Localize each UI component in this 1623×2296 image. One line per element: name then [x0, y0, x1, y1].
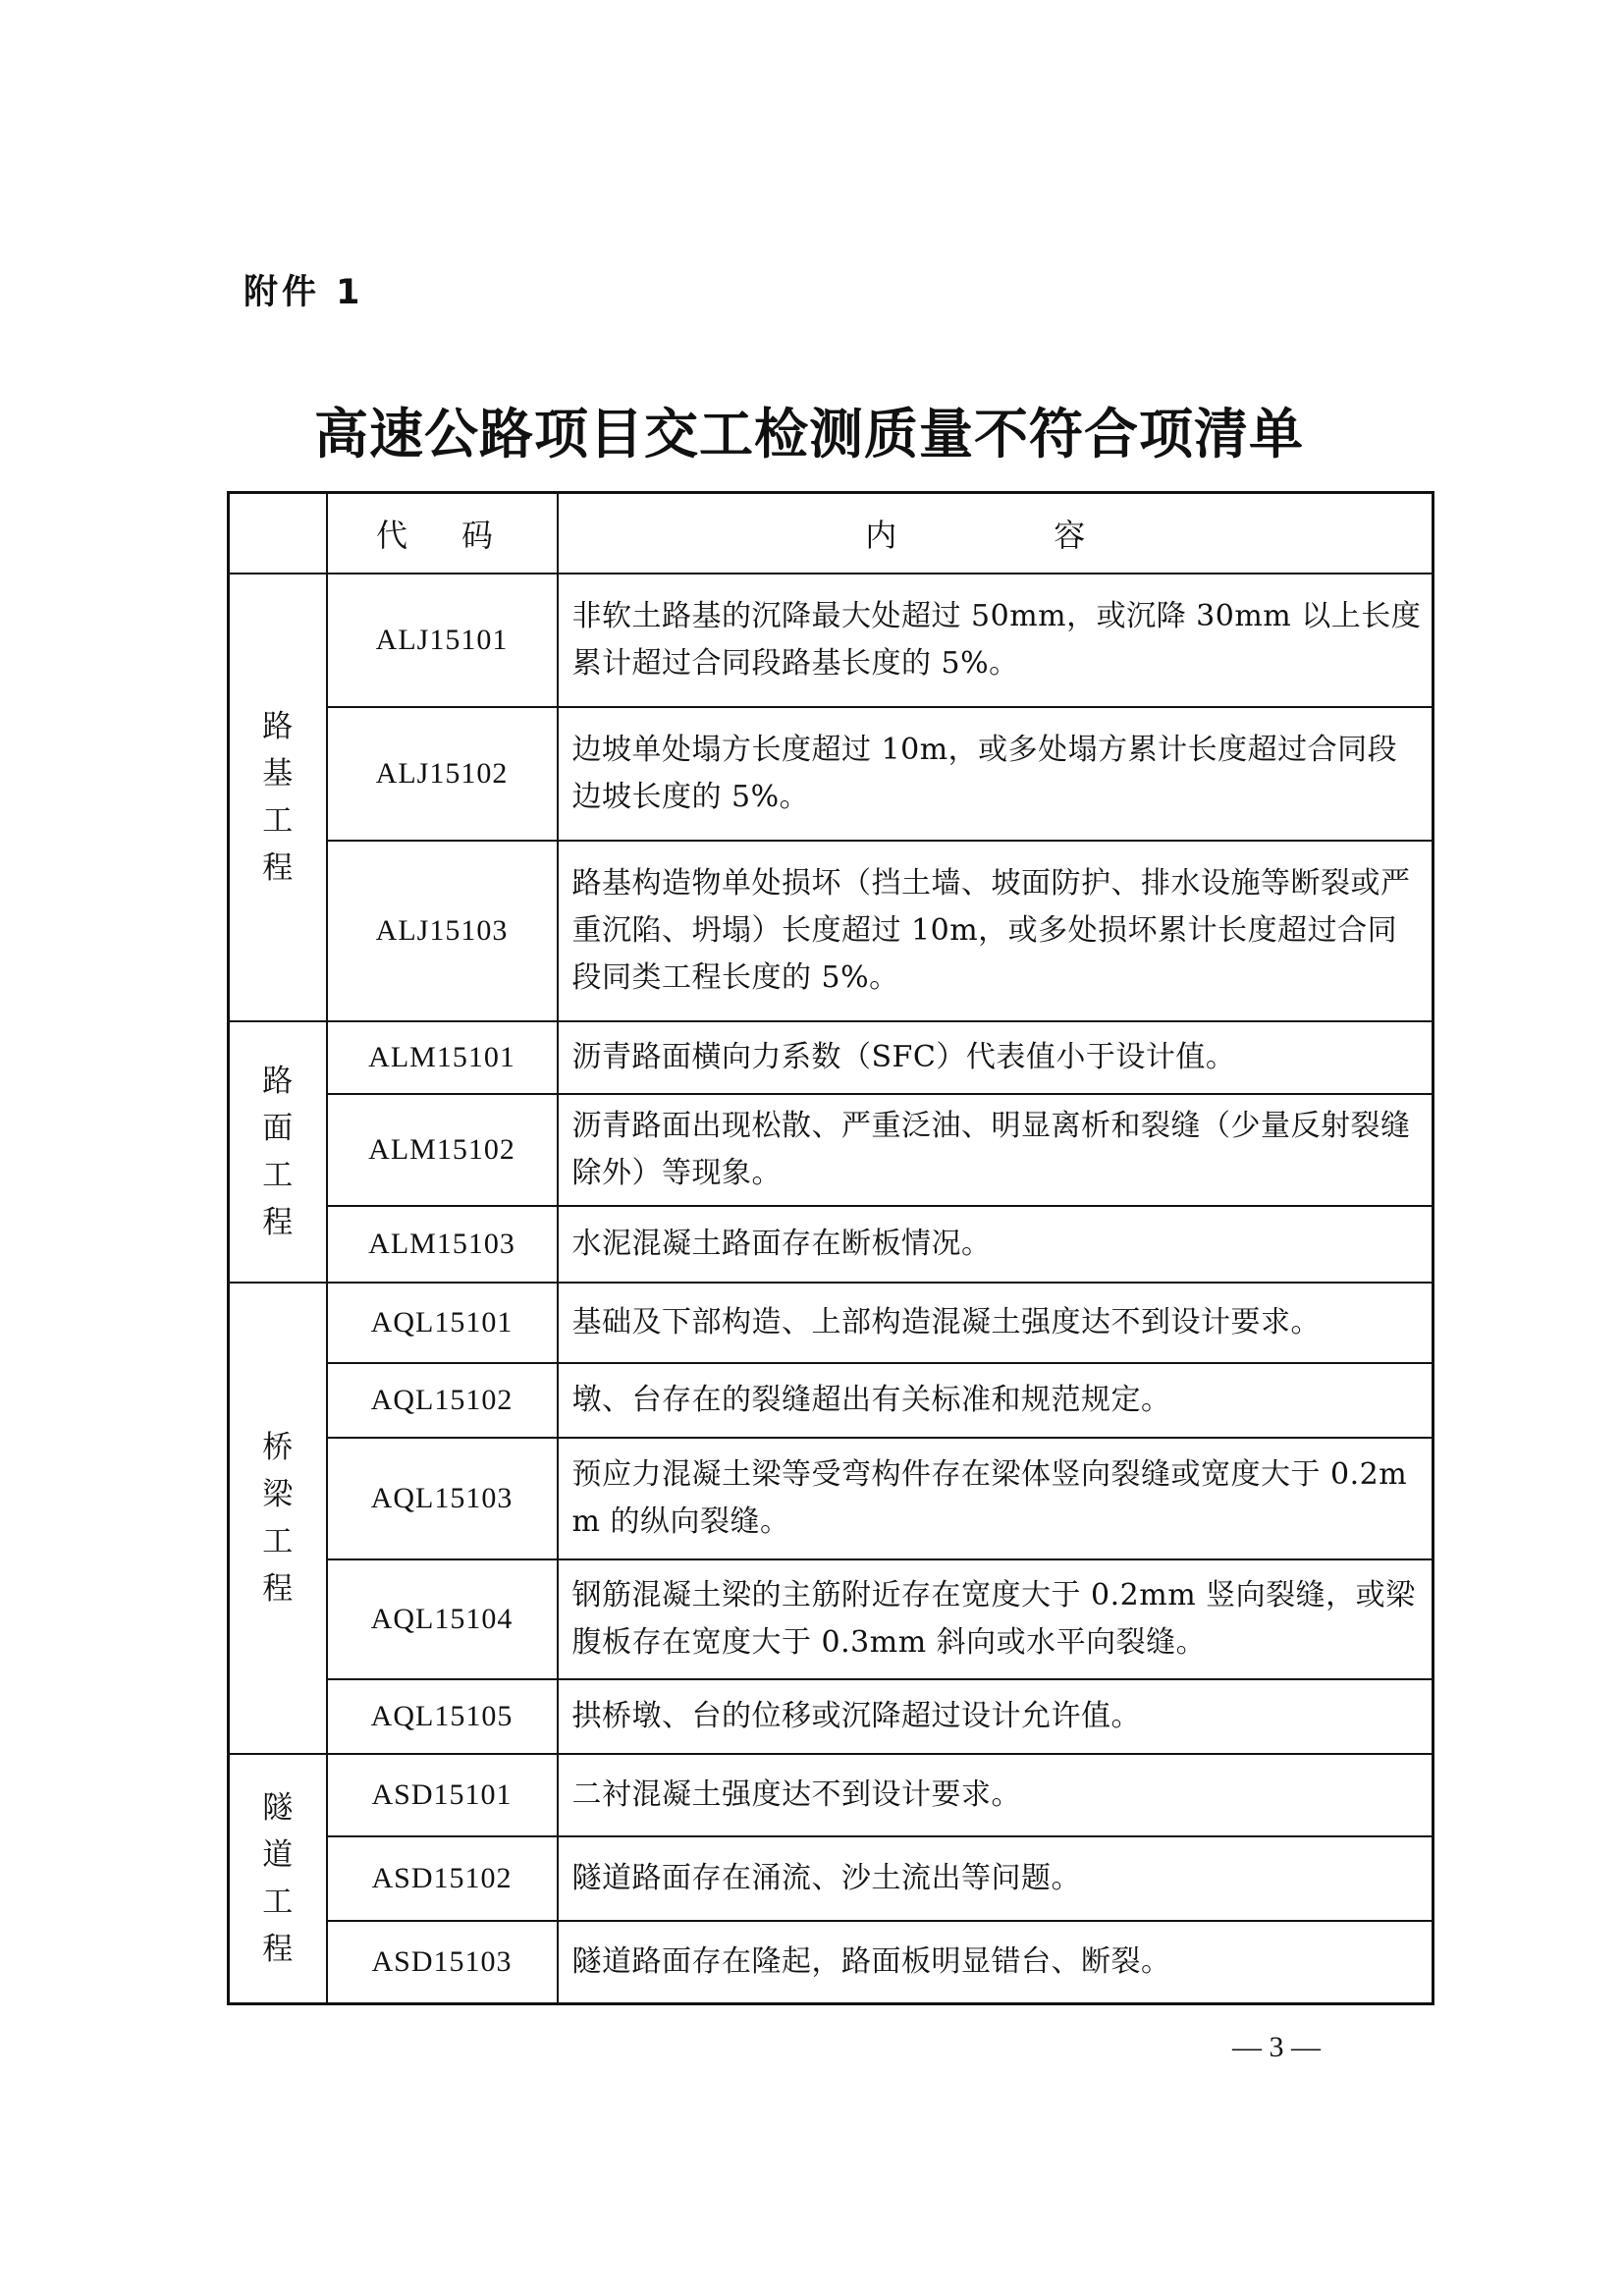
header-group-cell — [229, 493, 327, 574]
item-content: 路基构造物单处损坏（挡土墙、坡面防护、排水设施等断裂或严重沉陷、坍塌）长度超过 10m，或多处损坏累计长度超过合同段同类工程长度的 5%。 — [558, 841, 1434, 1021]
quality-nonconformity-table — [227, 491, 1434, 2005]
item-content: 基础及下部构造、上部构造混凝土强度达不到设计要求。 — [558, 1283, 1434, 1363]
table-row — [229, 1921, 1434, 2003]
table-row — [229, 1754, 1434, 1836]
item-content: 预应力混凝土梁等受弯构件存在梁体竖向裂缝或宽度大于 0.2mm 的纵向裂缝。 — [558, 1438, 1434, 1559]
group-cell-bridge — [229, 1283, 327, 1754]
group-label: 桥梁工程 — [262, 1430, 294, 1607]
item-content: 隧道路面存在隆起，路面板明显错台、断裂。 — [558, 1921, 1434, 2003]
item-content: 钢筋混凝土梁的主筋附近存在宽度大于 0.2mm 竖向裂缝，或梁腹板存在宽度大于 0.3mm 斜向或水平向裂缝。 — [558, 1559, 1434, 1679]
item-code: AQL15102 — [327, 1363, 558, 1438]
item-content: 沥青路面出现松散、严重泛油、明显离析和裂缝（少量反射裂缝除外）等现象。 — [558, 1094, 1434, 1206]
item-code: AQL15105 — [327, 1679, 558, 1754]
group-cell-tunnel — [229, 1754, 327, 2003]
item-code: AQL15101 — [327, 1283, 558, 1363]
table-row — [229, 1836, 1434, 1921]
document-title: 高速公路项目交工检测质量不符合项清单 — [314, 402, 1305, 465]
table-row — [229, 1363, 1434, 1438]
item-content: 沥青路面横向力系数（SFC）代表值小于设计值。 — [558, 1021, 1434, 1094]
item-code: AQL15103 — [327, 1438, 558, 1559]
table-row — [229, 1094, 1434, 1206]
table-row — [229, 707, 1434, 841]
item-code: ALJ15103 — [327, 841, 558, 1021]
table-header-row — [229, 493, 1434, 574]
item-content: 墩、台存在的裂缝超出有关标准和规范规定。 — [558, 1363, 1434, 1438]
item-code: AQL15104 — [327, 1559, 558, 1679]
item-code: ALJ15102 — [327, 707, 558, 841]
item-content: 隧道路面存在涌流、沙土流出等问题。 — [558, 1836, 1434, 1921]
item-code: ALM15103 — [327, 1206, 558, 1283]
table-row — [229, 1559, 1434, 1679]
table-row — [229, 574, 1434, 707]
item-content: 边坡单处塌方长度超过 10m，或多处塌方累计长度超过合同段边坡长度的 5%。 — [558, 707, 1434, 841]
group-cell-roadbed — [229, 574, 327, 1021]
table-row — [229, 1438, 1434, 1559]
item-content: 非软土路基的沉降最大处超过 50mm，或沉降 30mm 以上长度累计超过合同段路基长度的 5%。 — [558, 574, 1434, 707]
attachment-label: 附件 1 — [243, 273, 364, 312]
item-code: ASD15103 — [327, 1921, 558, 2003]
table-row — [229, 841, 1434, 1021]
group-label: 路基工程 — [262, 709, 294, 886]
header-code-cell: 代码 — [327, 493, 558, 574]
table-row — [229, 1206, 1434, 1283]
item-code: ALM15102 — [327, 1094, 558, 1206]
table-row — [229, 1283, 1434, 1363]
table-row — [229, 1679, 1434, 1754]
item-code: ALM15101 — [327, 1021, 558, 1094]
item-content: 拱桥墩、台的位移或沉降超过设计允许值。 — [558, 1679, 1434, 1754]
item-code: ALJ15101 — [327, 574, 558, 707]
item-code: ASD15101 — [327, 1754, 558, 1836]
header-content-cell: 内容 — [558, 493, 1434, 574]
item-content: 二衬混凝土强度达不到设计要求。 — [558, 1754, 1434, 1836]
group-cell-pavement — [229, 1021, 327, 1283]
page-number: — 3 — — [1232, 2031, 1321, 2063]
item-content: 水泥混凝土路面存在断板情况。 — [558, 1206, 1434, 1283]
table-row — [229, 1021, 1434, 1094]
group-label: 路面工程 — [262, 1064, 294, 1240]
item-code: ASD15102 — [327, 1836, 558, 1921]
group-label: 隧道工程 — [262, 1789, 294, 1967]
